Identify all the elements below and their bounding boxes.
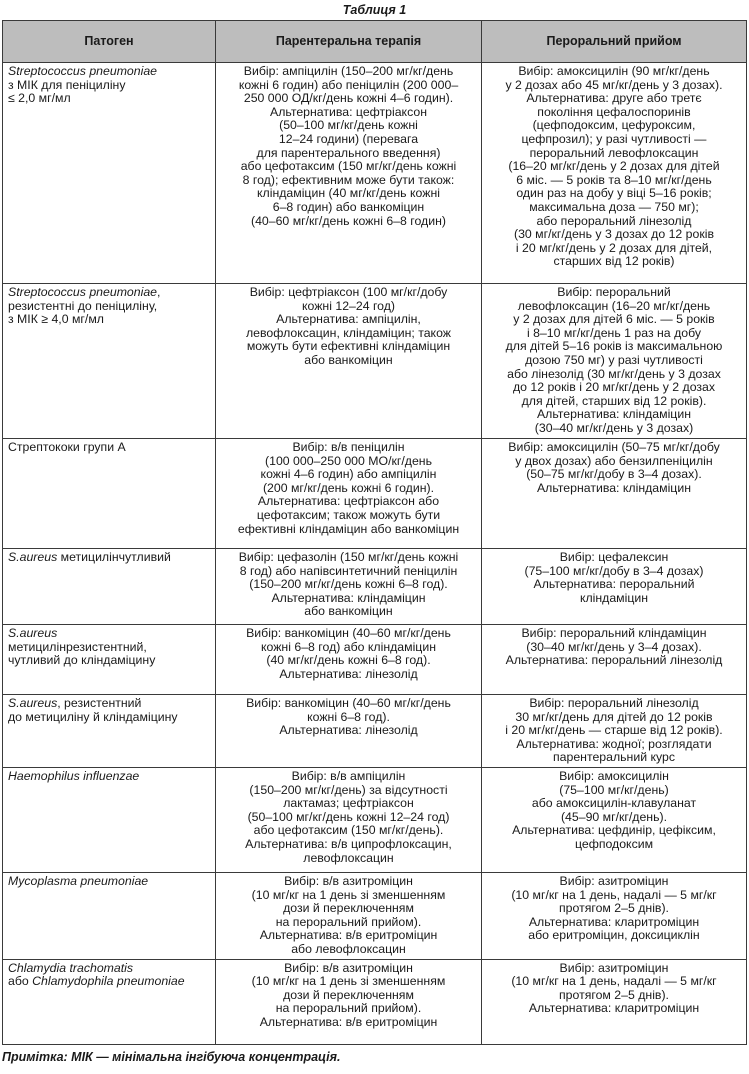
therapy-line: дозою 750 мг) у разі чутливості <box>525 352 703 367</box>
oral-intake-cell <box>482 872 747 959</box>
pathogen-line <box>8 711 210 725</box>
therapy-line: Альтернатива: цефтріаксон або <box>257 494 440 509</box>
therapy-line: парентеральний курс <box>552 750 676 765</box>
oral-intake-cell <box>482 549 747 625</box>
oral-intake-cell <box>482 959 747 1044</box>
parenteral-therapy-cell <box>216 872 482 959</box>
therapy-line: або еритроміцин, доксициклін <box>528 928 700 943</box>
therapy-line: або левофлоксацин <box>291 941 406 956</box>
pathogen-cell <box>3 284 216 439</box>
pathogen-cell <box>3 767 216 872</box>
pathogen-cell <box>3 625 216 695</box>
therapy-line: у двох дозах) або бензилпеніцилін <box>515 453 713 468</box>
pathogen-line <box>8 551 210 565</box>
pathogen-line <box>8 770 210 784</box>
therapy-line: або амоксицилін-клавуланат <box>531 796 697 811</box>
pathogen-line <box>8 286 210 300</box>
therapy-line: дози й переключенням <box>283 987 414 1002</box>
table-row <box>3 872 747 959</box>
therapy-line: цефподоксим <box>574 836 654 851</box>
therapy-line: Альтернатива: кліндаміцин <box>536 407 692 422</box>
therapy-line: (50–100 мг/кг/день кожні 12–24 год) <box>247 809 450 824</box>
therapy-line: покоління цефалоспоринів <box>537 104 691 119</box>
therapy-line: кожні 6–8 год). <box>307 709 390 724</box>
therapy-line: кліндаміцин (40 мг/кг/день кожні <box>257 186 440 201</box>
table-footnote: Примітка: МІК — мінімальна інгібуюча концентрація. <box>2 1050 341 1064</box>
pathogen-text: ≤ 2,0 мг/мл <box>8 91 71 106</box>
therapy-line: 250 000 ОД/кг/день кожні 4–6 годин). <box>243 91 454 106</box>
therapy-line: (10 мг/кг на 1 день зі зменшенням <box>251 974 446 989</box>
therapy-line: (30 мг/кг/день у 3 дозах до 12 років <box>513 227 715 242</box>
therapy-line: у 2 дозах для дітей 6 міс. — 5 років <box>513 312 715 327</box>
therapy-line: на пероральний прийом). <box>275 914 422 929</box>
therapy-line: Альтернатива: в/в еритроміцин <box>259 1014 438 1029</box>
therapy-line: цефотаксим; також можуть бути <box>256 507 441 522</box>
oral-intake-cell <box>482 284 747 439</box>
therapy-line: Альтернатива: кларитроміцин <box>528 914 700 929</box>
pathogen-text: S.aureus <box>8 550 58 564</box>
therapy-line: і 8–10 мг/кг/день 1 раз на добу <box>526 325 702 340</box>
therapy-line: Вибір: в/в ампіцилін <box>291 768 406 783</box>
pathogen-line <box>8 975 210 989</box>
therapy-line: Вибір: азитроміцин <box>559 873 669 888</box>
therapy-line: Альтернатива: цефдинір, цефіксим, <box>512 823 716 838</box>
parenteral-therapy-cell <box>216 695 482 768</box>
therapy-line: левофлоксацин (16–20 мг/кг/день <box>517 298 711 313</box>
therapy-line: протягом 2–5 днів). <box>559 987 669 1002</box>
table-caption: Таблиця 1 <box>342 3 407 17</box>
pathogen-line <box>8 875 210 889</box>
parenteral-therapy-cell <box>216 549 482 625</box>
therapy-line: (10 мг/кг на 1 день зі зменшенням <box>251 887 446 902</box>
therapy-line: Альтернатива: лінезолід <box>279 666 418 681</box>
therapy-line: Вибір: пероральний лінезолід <box>529 696 699 710</box>
pathogen-text: Haemophilus influenzae <box>8 768 140 783</box>
therapy-line: Альтернатива: пероральний <box>533 577 695 592</box>
therapy-line: (200 мг/кг/день кожні 6 годин). <box>262 480 435 495</box>
therapy-line: і 20 мг/кг/день — старше від 12 років). <box>505 723 723 738</box>
therapy-line: Вибір: амоксицилін (90 мг/кг/день <box>518 64 710 78</box>
pathogen-text: з МІК для пеніциліну <box>8 77 126 92</box>
pathogen-text: резистентні до пеніциліну, <box>8 298 158 313</box>
pathogen-line <box>8 627 210 641</box>
therapy-line: для парентерального введення) <box>256 145 441 160</box>
therapy-line: ефективні кліндаміцин або ванкоміцин <box>237 521 460 536</box>
therapy-line: (45–90 мг/кг/день). <box>560 809 668 824</box>
therapy-line: для дітей 5–16 років із максимальною <box>505 339 723 354</box>
therapy-line: Вибір: в/в пеніцилін <box>292 440 405 454</box>
therapy-line: або цефотаксим (150 мг/кг/день). <box>253 823 444 838</box>
pathogen-line <box>8 962 210 976</box>
therapy-line: (150–200 мг/кг/день) за відсутності <box>249 782 448 797</box>
pathogen-line <box>8 300 210 314</box>
therapy-line: кожні 6–8 год) або кліндаміцин <box>260 639 437 654</box>
therapy-line: (10 мг/кг на 1 день, надалі — 5 мг/кг <box>511 887 717 902</box>
pathogen-text: , резистентний <box>57 696 142 710</box>
pathogen-cell <box>3 695 216 768</box>
pathogen-text: Стрептококи групи А <box>8 440 126 454</box>
pathogen-text: Chlamydia trachomatis <box>8 960 134 975</box>
pathogen-text: Streptococcus pneumoniae <box>8 285 158 299</box>
pathogen-line <box>8 654 210 668</box>
therapy-line: Альтернатива: жодної; розглядати <box>516 736 712 751</box>
pathogen-text: або <box>8 974 33 989</box>
pathogen-line <box>8 65 210 79</box>
table-header-row <box>3 21 747 63</box>
therapy-line: кожні 4–6 годин) або ампіцилін <box>260 467 437 482</box>
therapy-line: (16–20 мг/кг/день у 2 дозах для дітей <box>508 159 720 174</box>
therapy-line: Альтернатива: в/в ципрофлоксацин, <box>245 836 452 851</box>
therapy-line: Вибір: в/в азитроміцин <box>284 873 413 888</box>
pathogen-cell <box>3 439 216 549</box>
therapy-line: Вибір: азитроміцин <box>559 960 669 975</box>
pathogen-cell <box>3 959 216 1044</box>
pathogen-text: чутливий до кліндаміцину <box>8 653 156 668</box>
pathogen-text: до метициліну й кліндаміцину <box>8 709 178 724</box>
pathogen-line <box>8 92 210 106</box>
therapy-line: максимальна доза — 750 мг); <box>529 199 699 214</box>
header-oral-intake: Пероральний прийом <box>482 21 747 63</box>
therapy-line: Вибір: цефазолін (150 мг/кг/день кожні <box>238 550 459 564</box>
therapy-line: можуть бути ефективні кліндаміцин <box>246 339 451 354</box>
therapy-line: (100 000–250 000 МО/кг/день <box>265 453 432 468</box>
therapy-line: (150–200 мг/кг/день кожні 6–8 год). <box>249 577 448 592</box>
therapy-line: кожні 6 годин) або пеніцилін (200 000– <box>238 77 459 92</box>
therapy-line: або пероральний лінезолід <box>536 213 692 228</box>
pathogen-line <box>8 441 210 455</box>
therapy-line: або цефотаксим (150 мг/кг/день кожні <box>240 159 457 174</box>
therapy-line: старших від 12 років) <box>553 254 675 269</box>
therapy-line: 8 год) або напівсинтетичний пеніцилін <box>239 563 458 578</box>
pathogen-text: метицилінрезистентний, <box>8 639 147 654</box>
therapy-line: 6–8 годин) або ванкоміцин <box>272 199 425 214</box>
therapy-line: на пероральний прийом). <box>275 1001 422 1016</box>
pathogen-line <box>8 79 210 93</box>
table-row <box>3 549 747 625</box>
therapy-line: (75–100 мг/кг/день) <box>559 782 669 797</box>
therapy-line: Альтернатива: цефтріаксон <box>270 104 427 119</box>
therapy-line: один раз на добу у віці 5–16 років; <box>516 186 712 201</box>
therapy-line: Вибір: цефтріаксон (100 мг/кг/добу <box>249 285 448 299</box>
therapy-line: (цефподоксим, цефуроксим, <box>532 118 696 133</box>
parenteral-therapy-cell <box>216 767 482 872</box>
therapy-line: 30 мг/кг/день для дітей до 12 років <box>515 709 713 724</box>
table-row <box>3 625 747 695</box>
pathogen-text: Streptococcus pneumoniae <box>8 64 158 78</box>
therapy-line: (75–100 мг/кг/добу в 3–4 дозах) <box>524 563 704 578</box>
therapy-line: протягом 2–5 днів). <box>559 901 669 916</box>
table-row <box>3 284 747 439</box>
therapy-line: Вибір: амоксицилін <box>559 768 669 783</box>
therapy-line: 6 міс. — 5 років та 8–10 мг/кг/день <box>516 172 712 187</box>
therapy-line: (40–60 мг/кг/день кожні 6–8 годин) <box>250 213 446 228</box>
therapy-line: Альтернатива: кліндаміцин <box>536 480 692 495</box>
parenteral-therapy-cell <box>216 959 482 1044</box>
pathogen-text: Mycoplasma pneumoniae <box>8 873 149 888</box>
pathogen-cell <box>3 63 216 284</box>
pathogen-line <box>8 313 210 327</box>
therapy-line: кліндаміцин <box>579 590 649 605</box>
therapy-line: 12–24 години) (перевага <box>278 131 419 146</box>
pathogen-text: Chlamydophila pneumoniae <box>32 974 185 989</box>
therapy-line: або лінезолід (30 мг/кг/день у 3 дозах <box>507 366 721 381</box>
pathogen-text: S.aureus <box>8 626 58 640</box>
pathogen-cell <box>3 872 216 959</box>
therapy-line: для дітей, старших від 12 років). <box>521 393 707 408</box>
parenteral-therapy-cell <box>216 63 482 284</box>
oral-intake-cell <box>482 63 747 284</box>
therapy-line: Вибір: ампіцилін (150–200 мг/кг/день <box>243 64 454 78</box>
pathogen-text: метицилінчутливий <box>57 550 171 564</box>
therapy-line: (30–40 мг/кг/день у 3–4 дозах). <box>526 639 702 654</box>
therapy-line: левофлоксацин, кліндаміцин; також <box>245 325 452 340</box>
table-row <box>3 439 747 549</box>
therapy-line: (50–100 мг/кг/день кожні <box>279 118 418 133</box>
table-row <box>3 63 747 284</box>
parenteral-therapy-cell <box>216 625 482 695</box>
therapy-line: (10 мг/кг на 1 день, надалі — 5 мг/кг <box>511 974 717 989</box>
therapy-line: 8 год); ефективним може бути також: <box>242 172 455 187</box>
oral-intake-cell <box>482 767 747 872</box>
therapy-line: левофлоксацин <box>303 850 394 865</box>
therapy-line: Альтернатива: друге або третє <box>526 91 702 106</box>
header-parenteral-therapy: Парентеральна терапія <box>216 21 482 63</box>
pathogen-text: S.aureus <box>8 696 58 710</box>
therapy-line: цефпрозил); у разі чутливості — <box>521 131 707 146</box>
therapy-line: пероральний левофлоксацин <box>529 145 699 160</box>
pathogen-text: , <box>157 285 161 299</box>
therapy-line: (50–75 мг/кг/добу в 3–4 дозах). <box>526 467 702 482</box>
therapy-line: Альтернатива: пероральний лінезолід <box>505 653 723 668</box>
therapy-line: Вибір: пероральний кліндаміцин <box>521 626 707 640</box>
pathogen-cell <box>3 549 216 625</box>
therapy-line: Альтернатива: кліндаміцин <box>271 590 426 605</box>
parenteral-therapy-cell <box>216 284 482 439</box>
therapy-line: у 2 дозах або 45 мг/кг/день у 3 дозах). <box>505 77 723 92</box>
pathogen-line <box>8 697 210 711</box>
therapy-line: Альтернатива: ампіцилін, <box>276 312 421 327</box>
table-row <box>3 767 747 872</box>
therapy-line: Вибір: ванкоміцин (40–60 мг/кг/день <box>246 696 451 710</box>
therapy-line: дози й переключенням <box>283 901 414 916</box>
therapy-line: (30–40 мг/кг/день у 3 дозах) <box>534 420 694 435</box>
oral-intake-cell <box>482 695 747 768</box>
therapy-line: або ванкоміцин <box>304 352 393 367</box>
therapy-line: Альтернатива: в/в еритроміцин <box>259 928 438 943</box>
therapy-line: Вибір: амоксицилін (50–75 мг/кг/добу <box>508 440 720 454</box>
header-pathogen: Патоген <box>3 21 216 63</box>
therapy-line: Вибір: в/в азитроміцин <box>284 960 413 975</box>
parenteral-therapy-cell <box>216 439 482 549</box>
therapy-line: кожні 12–24 год) <box>301 298 396 313</box>
pathogen-line <box>8 641 210 655</box>
antibiotic-therapy-table <box>2 20 747 1045</box>
therapy-line: Альтернатива: лінезолід <box>279 723 418 738</box>
oral-intake-cell <box>482 439 747 549</box>
therapy-line: Вибір: пероральний <box>557 285 671 299</box>
oral-intake-cell <box>482 625 747 695</box>
therapy-line: або ванкоміцин <box>304 604 393 619</box>
table-row <box>3 959 747 1044</box>
therapy-line: Вибір: цефалексин <box>559 550 669 564</box>
therapy-line: (40 мг/кг/день кожні 6–8 год). <box>266 653 431 668</box>
therapy-line: лактамаз; цефтріаксон <box>283 796 414 811</box>
table-row <box>3 695 747 768</box>
therapy-line: Вибір: ванкоміцин (40–60 мг/кг/день <box>246 626 451 640</box>
therapy-line: і 20 мг/кг/день у 2 дозах для дітей, <box>515 240 713 255</box>
therapy-line: Альтернатива: кларитроміцин <box>528 1001 700 1016</box>
therapy-line: до 12 років і 20 мг/кг/день у 2 дозах <box>512 380 716 395</box>
pathogen-text: з МІК ≥ 4,0 мг/мл <box>8 312 104 327</box>
